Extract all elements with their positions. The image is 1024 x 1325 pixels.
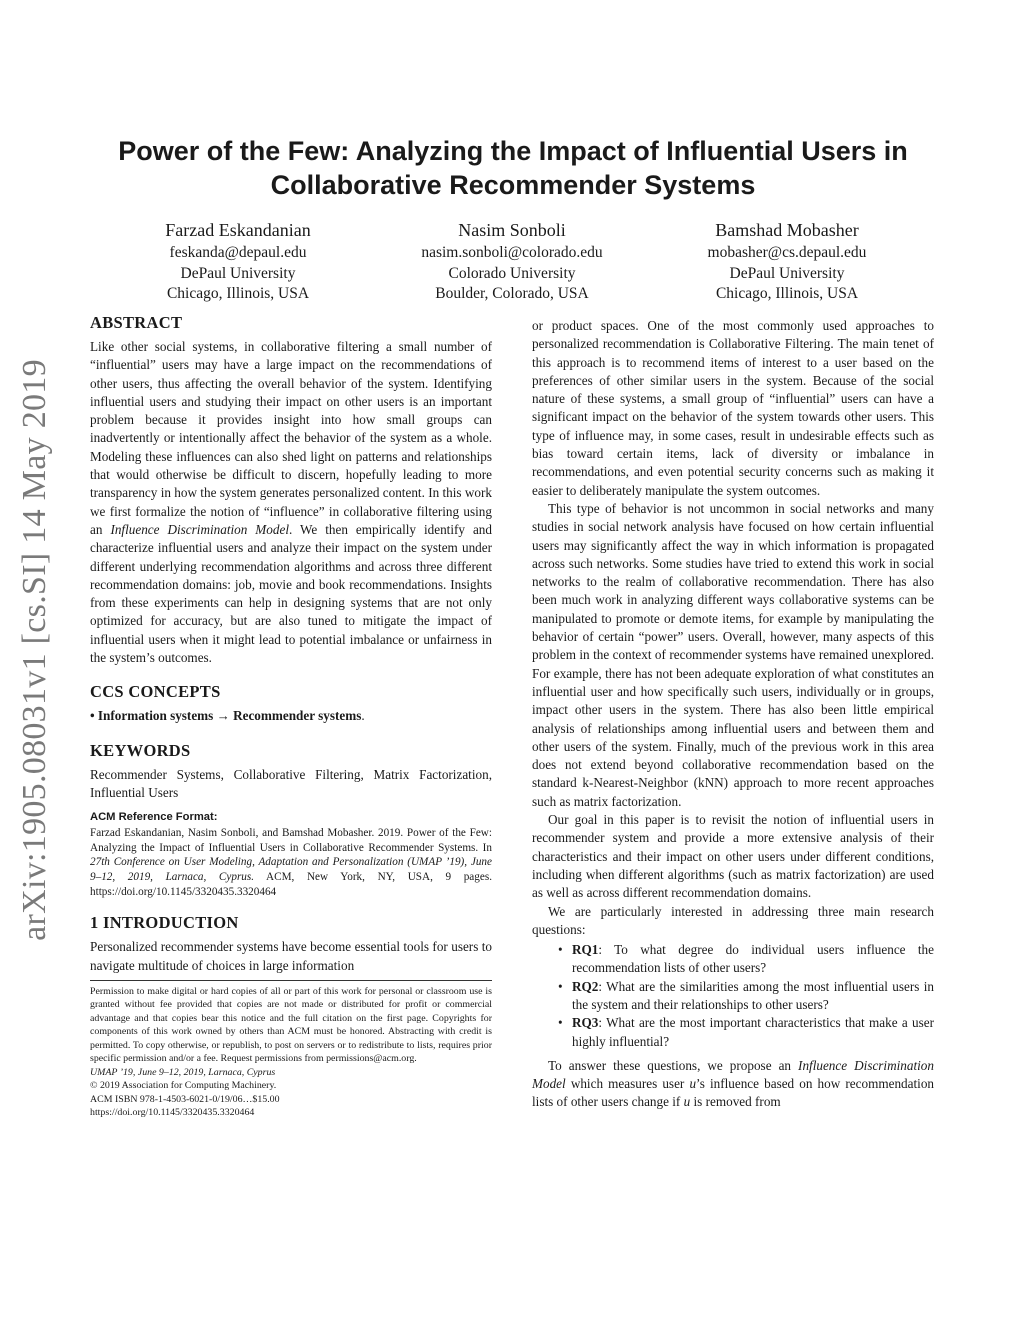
author-block-1	[108, 218, 368, 305]
author-location: Chicago, Illinois, USA	[166, 285, 310, 302]
intro-paragraph-1: or product spaces. One of the most commonly used approaches to personalized recommendation is Collaborative Filtering. The main tenet of this approach is to recommend items of interest to a user based on the preferences of other similar users in the system. Because of the social nature of these systems, a small group of “influential” users can have a significant impact on the behavior of the system towards other users. This type of influence may, in some cases, result in undesirable effects such as bias toward certain items, lack of diversity or imbalance in recommendations, and even potential security concerns such as making it easier to deliberately manipulate the system outcomes.	[532, 318, 934, 498]
permission-notice	[90, 985, 492, 1120]
permission-doi: https://doi.org/10.1145/3320435.3320464	[90, 1107, 255, 1119]
intro-paragraph-4: We are particularly interested in addressing three main research questions:	[532, 903, 934, 937]
intro-paragraph-3: Our goal in this paper is to revisit the notion of influential users in recommender system and provide a more extensive analysis of their characteristics and their impact on other users under different conditions, including when different algorithms (such as matrix factorization) are used as well as across different recommendation domains.	[532, 812, 934, 901]
ccs-text: • Information systems → Recommender systems.	[90, 708, 365, 724]
acm-ref-text: Farzad Eskandanian, Nasim Sonboli, and Bamshad Mobasher. 2019. Power of the Few: Analyzing the Impact of Influential Users in Collaborative Recommender Systems. In 27th Conference on User Modeling, Adaptation and Personalization (UMAP ’19), June 9–12, 2019, Larnaca, Cyprus. ACM, New York, NY, USA, 9 pages. https://doi.org/10.1145/3320435.3320464	[90, 827, 492, 898]
permission-isbn: ACM ISBN 978-1-4503-6021-0/19/06…$15.00	[90, 1093, 280, 1105]
permission-copyright: © 2019 Association for Computing Machinery.	[90, 1080, 277, 1092]
acm-ref-heading: ACM Reference Format:	[90, 811, 218, 824]
right-column	[532, 317, 934, 1112]
abstract-text: Like other social systems, in collaborative filtering a small number of “influential” users may have a large impact on the recommendations of other users, thus affecting the overall behavior of the system. Identifying influential users and studying their impact on other users is an important problem because it provides insight into how small groups can inadvertently or intentionally affect the behavior of the system as a whole. Modeling these influences can also shed light on patterns and relationships that would otherwise be difficult to discern, hopefully leading to more transparency in how the system generates personalized content. In this work we first formalize the notion of “influence” in collaborative filtering using an Influence Discrimination Model. We then empirically identify and characterize influential users and analyze their impact on the system under different underlying recommendation algorithms and across three different recommendation domains: job, movie and book recommendations. Insights from these experiments can help in designing systems that are not only optimized for accuracy, but are also tuned to mitigate the impact of influential users when it might lead to potential imbalance or unfairness in the system’s outcomes.	[90, 339, 492, 666]
intro-heading: 1 INTRODUCTION	[90, 913, 239, 933]
author-block-3	[657, 218, 917, 305]
list-item: • RQ1: To what degree do individual users influence the recommendation lists of other users?	[558, 942, 934, 976]
arxiv-id: arXiv:1905.08031v1 [cs.SI] 14 May 2019	[16, 359, 53, 941]
author-name: Farzad Eskandanian	[165, 220, 311, 240]
author-location: Chicago, Illinois, USA	[715, 285, 859, 302]
research-questions	[532, 941, 934, 1051]
intro-paragraph-5: To answer these questions, we propose an Influence Discrimination Model which measures user u’s influence based on how recommendation lists of other users change if u is removed from	[532, 1057, 935, 1110]
author-affiliation: DePaul University	[729, 264, 845, 282]
author-email: nasim.sonboli@colorado.edu	[421, 244, 603, 261]
ccs-heading: CCS CONCEPTS	[90, 682, 221, 702]
author-email: feskanda@depaul.edu	[169, 244, 307, 261]
author-email: mobasher@cs.depaul.edu	[707, 244, 867, 261]
list-item: • RQ3: What are the most important characteristics that make a user highly influential?	[558, 1015, 934, 1049]
permission-text: Permission to make digital or hard copies of all or part of this work for personal or classroom use is granted without fee provided that copies are not made or distributed for profit or commercial advantage and that copies bear this notice and the full citation on the first page. Copyrights for components of this work owned by others than ACM must be honored. Abstracting with credit is permitted. To copy otherwise, or republish, to post on servers or to redistribute to lists, requires prior specific permission and/or a fee. Request permissions from permissions@acm.org.	[90, 985, 492, 1065]
list-item: • RQ2: What are the similarities among the most influential users in the system and their relationships to other users?	[558, 978, 934, 1012]
arxiv-stamp	[13, 350, 57, 950]
intro-paragraph-2: This type of behavior is not uncommon in social networks and many studies in social network analysis have focused on how certain influential users may significantly affect the way in which information is propagated across such networks. Some studies have tried to extend this work in social networks to the realm of collaborative recommendation. There has also been much work in analyzing different ways collaborative systems can be manipulated to promote or demote items, for example by manipulating the behavior of certain “power” users. Overall, however, many aspects of this problem in the context of recommender systems have remained unexplored. For example, there has not been adequate exploration of what constitutes an influential user and how specifically such users, individually or in groups, impact other users in the system. There has also been little empirical analysis of relationships among influential users and between them and other users of the system. Finally, much of the previous work in this area does not extend beyond collaborative recommendation based on the standard k-Nearest-Neighbor (kNN) approach to more recent approaches such as matrix factorization.	[532, 500, 934, 809]
author-affiliation: DePaul University	[180, 264, 296, 282]
keywords-heading: KEYWORDS	[90, 740, 191, 760]
author-affiliation: Colorado University	[448, 264, 576, 282]
author-name: Bamshad Mobasher	[715, 220, 859, 240]
permission-venue: UMAP ’19, June 9–12, 2019, Larnaca, Cyprus	[90, 1066, 276, 1078]
author-name: Nasim Sonboli	[458, 220, 566, 240]
intro-text-left: Personalized recommender systems have become essential tools for users to navigate multitude of choices in large information	[90, 939, 492, 973]
keywords-text: Recommender Systems, Collaborative Filtering, Matrix Factorization, Influential Users	[90, 766, 492, 800]
paper-title: Power of the Few: Analyzing the Impact of Influential Users in Collaborative Recommender Systems	[118, 136, 908, 200]
author-block-2	[382, 218, 642, 305]
abstract-heading: ABSTRACT	[90, 313, 183, 332]
left-column	[90, 313, 492, 1120]
footnote-divider	[90, 980, 492, 981]
author-location: Boulder, Colorado, USA	[435, 285, 589, 302]
